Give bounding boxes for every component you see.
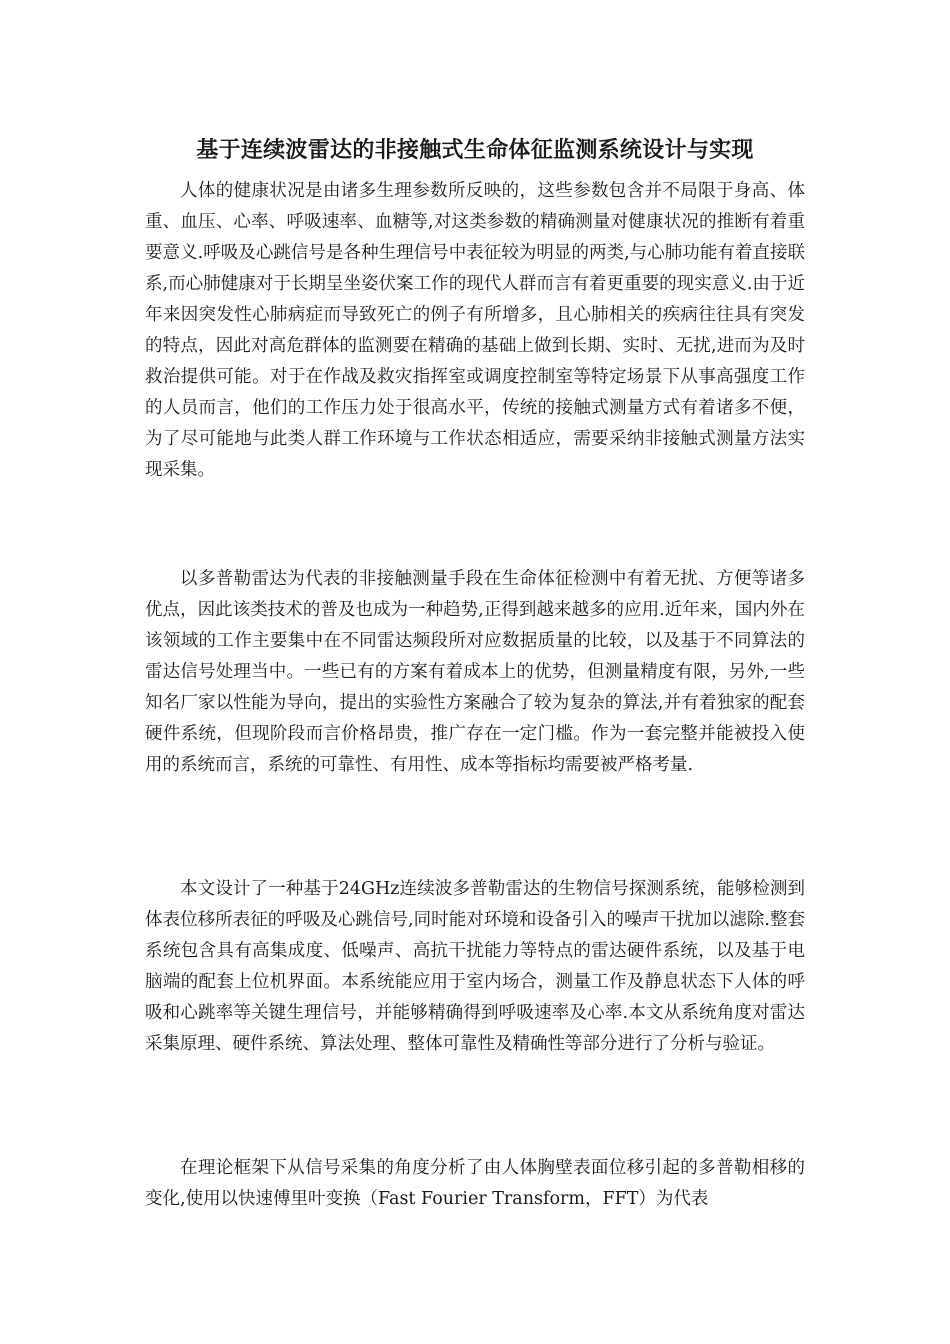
paragraph-doppler-methods: 以多普勒雷达为代表的非接触测量手段在生命体征检测中有着无扰、方便等诸多优点，因此该类技术的普及也成为一种趋势,正得到越来越多的应用.近年来，国内外在该领域的工作主要集中在不同雷达频段所对应数据质量的比较，以及基于不同算法的雷达信号处理当中。一些已有的方案有着成本上的优势，但测量精度有限，另外,一些知名厂家以性能为导向，提出的实验性方案融合了较为复杂的算法,并有着独家的配套硬件系统，但现阶段而言价格昂贵，推广存在一定门槛。作为一套完整并能被投入使用的系统而言，系统的可靠性、有用性、成本等指标均需要被严格考量. [145,569,805,775]
paragraph-system-design: 本文设计了一种基于24GHz连续波多普勒雷达的生物信号探测系统，能够检测到体表位移所表征的呼吸及心跳信号,同时能对环境和设备引入的噪声干扰加以滤除.整套系统包含具有高集成度、低噪声、高抗干扰能力等特点的雷达硬件系统，以及基于电脑端的配套上位机界面。本系统能应用于室内场合，测量工作及静息状态下人体的呼吸和心跳率等关键生理信号，并能够精确得到呼吸速率及心率.本文从系统角度对雷达采集原理、硬件系统、算法处理、整体可靠性及精确性等部分进行了分析与验证。 [145,879,805,1054]
paragraph-theory-framework: 在理论框架下从信号采集的角度分析了由人体胸壁表面位移引起的多普勒相移的变化,使用以快速傅里叶变换（Fast Fourier Transform，FFT）为代表 [145,1158,805,1209]
document-title: 基于连续波雷达的非接触式生命体征监测系统设计与实现 [196,137,754,163]
paragraph-health-background: 人体的健康状况是由诸多生理参数所反映的，这些参数包含并不局限于身高、体重、血压、心率、呼吸速率、血糖等,对这类参数的精确测量对健康状况的推断有着重要意义.呼吸及心跳信号是各种生理信号中表征较为明显的两类,与心肺功能有着直接联系,而心肺健康对于长期呈坐姿伏案工作的现代人群而言有着更重要的现实意义.由于近年来因突发性心肺病症而导致死亡的例子有所增多，且心肺相关的疾病往往具有突发的特点，因此对高危群体的监测要在精确的基础上做到长期、实时、无扰,进而为及时救治提供可能。对于在作战及救灾指挥室或调度控制室等特定场景下从事高强度工作的人员而言，他们的工作压力处于很高水平，传统的接触式测量方式有着诸多不便，为了尽可能地与此类人群工作环境与工作状态相适应，需要采纳非接触式测量方法实现采集。 [145,181,805,480]
